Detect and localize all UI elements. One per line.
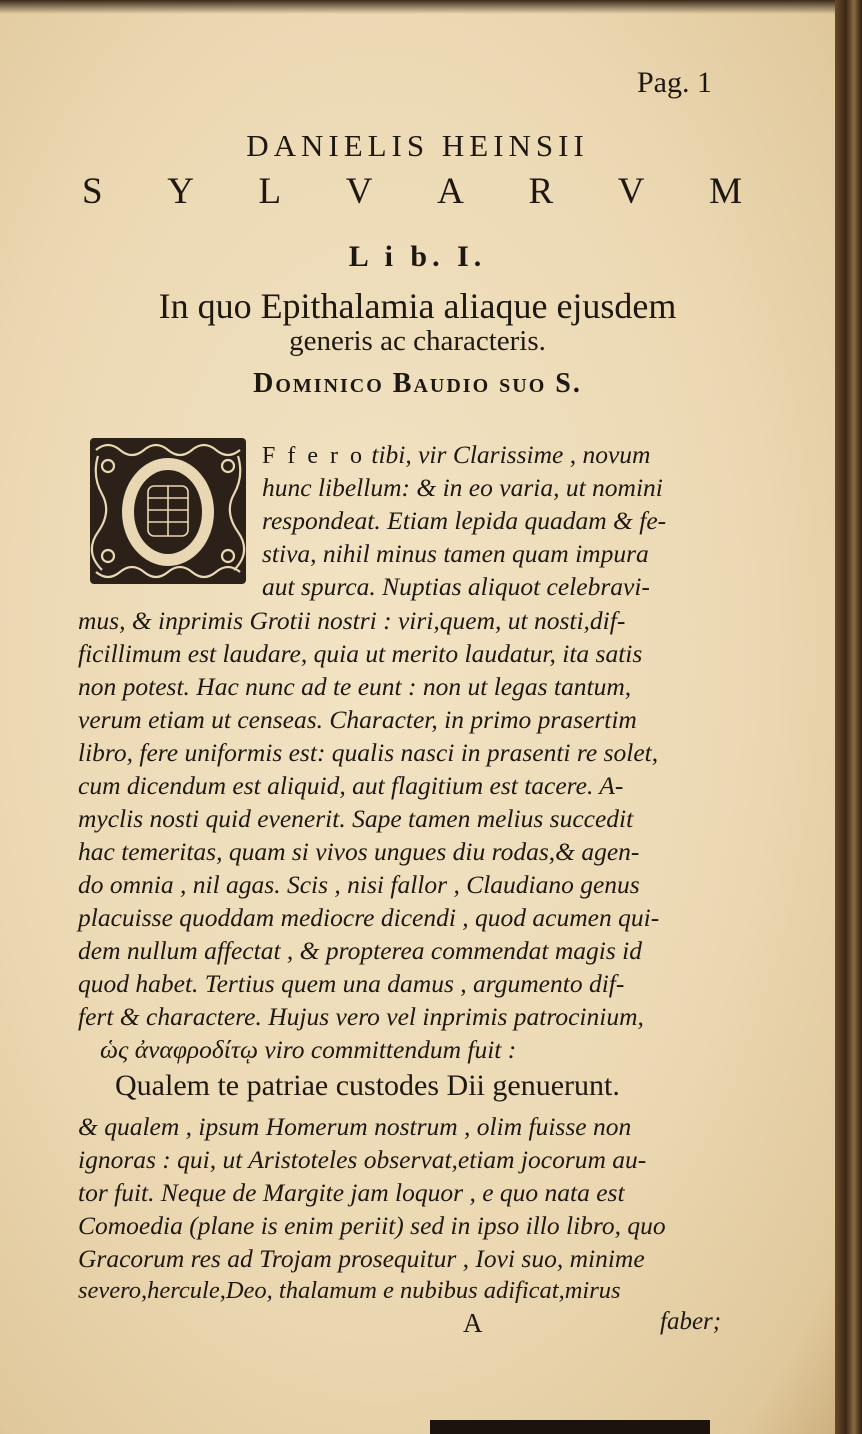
subtitle-line-1: In quo Epithalamia aliaque ejusdem (158, 286, 677, 326)
text-line: ficillimum est laudare, quia ut merito laudatur, ita satis (78, 639, 643, 668)
text-line: tor fuit. Neque de Margite jam loquor , e quo nata est (78, 1178, 625, 1207)
title-letter: V (617, 171, 645, 212)
text-line: libro, fere uniformis est: qualis nasci in prasenti re solet, (78, 738, 659, 767)
title-letter: A (437, 171, 464, 212)
text-line: stiva, nihil minus tamen quam impura (262, 539, 649, 568)
text-line: dem nullum affectat , & propterea commendat magis id (78, 936, 642, 965)
page-number: Pag. 1 (637, 66, 712, 99)
text-line: & qualem , ipsum Homerum nostrum , olim fuisse non (78, 1112, 632, 1141)
book-number: L i b. I. (348, 240, 487, 273)
title-letter: R (528, 171, 554, 212)
title-letter: M (709, 171, 742, 212)
text-line: cum dicendum est aliquid, aut flagitium est tacere. A- (78, 771, 624, 800)
text-line: do omnia , nil agas. Scis , nisi fallor , Claudiano genus (78, 870, 640, 899)
top-shadow (0, 0, 835, 14)
text-line: hunc libellum: & in eo varia, ut nomini (262, 473, 663, 502)
text-line: ignoras : qui, ut Aristoteles observat,etiam jocorum au- (78, 1145, 647, 1174)
text-fragment: tibi, vir Clarissime , novum (371, 440, 651, 469)
book-edge (835, 0, 862, 1434)
text-line: verum etiam ut censeas. Character, in primo prasertim (78, 705, 637, 734)
title-letter: V (345, 171, 373, 212)
text-line: quod habet. Tertius quem una damus , argumento dif- (78, 969, 625, 998)
dedication: Dominico Baudio suo S. (253, 368, 582, 399)
decorated-initial (88, 436, 248, 586)
text-line: Gracorum res ad Trojam prosequitur , Iovi suo, minime (78, 1244, 645, 1273)
title-letter: Y (167, 171, 194, 212)
opening-words: F f e r o (262, 443, 365, 469)
text-line: Comoedia (plane is enim periit) sed in ipso illo libro, quo (78, 1211, 666, 1240)
text-line: ὡς ἀναφροδίτῳ viro committendum fuit : (100, 1035, 517, 1064)
text-line: severo,hercule,Deo, thalamum e nubibus adificat,mirus (78, 1277, 621, 1304)
text-line: non potest. Hac nunc ad te eunt : non ut legas tantum, (78, 672, 632, 701)
title-letter: L (258, 171, 282, 212)
text-line: placuisse quoddam mediocre dicendi , quod acumen qui- (78, 903, 660, 932)
text-line: aut spurca. Nuptias aliquot celebravi- (262, 572, 650, 601)
signature-mark: A (463, 1308, 483, 1338)
ornament-icon (88, 436, 248, 586)
title-letter: S (82, 171, 103, 212)
text-line (262, 440, 650, 470)
work-title (82, 170, 742, 213)
text-line: myclis nosti quid evenerit. Sape tamen melius succedit (78, 804, 634, 833)
author-heading: DANIELIS HEINSII (246, 128, 589, 163)
verse-quote: Qualem te patriae custodes Dii genuerunt. (115, 1069, 620, 1102)
text-line: fert & charactere. Hujus vero vel inprimis patrocinium, (78, 1002, 644, 1031)
text-line: hac temeritas, quam si vivos ungues diu rodas,& agen- (78, 837, 640, 866)
bottom-shadow (430, 1420, 710, 1434)
subtitle-line-2: generis ac characteris. (289, 325, 546, 357)
text-line: respondeat. Etiam lepida quadam & fe- (262, 506, 667, 535)
catchword: faber; (660, 1308, 722, 1335)
text-line: mus, & inprimis Grotii nostri : viri,quem, ut nosti,dif- (78, 606, 626, 635)
